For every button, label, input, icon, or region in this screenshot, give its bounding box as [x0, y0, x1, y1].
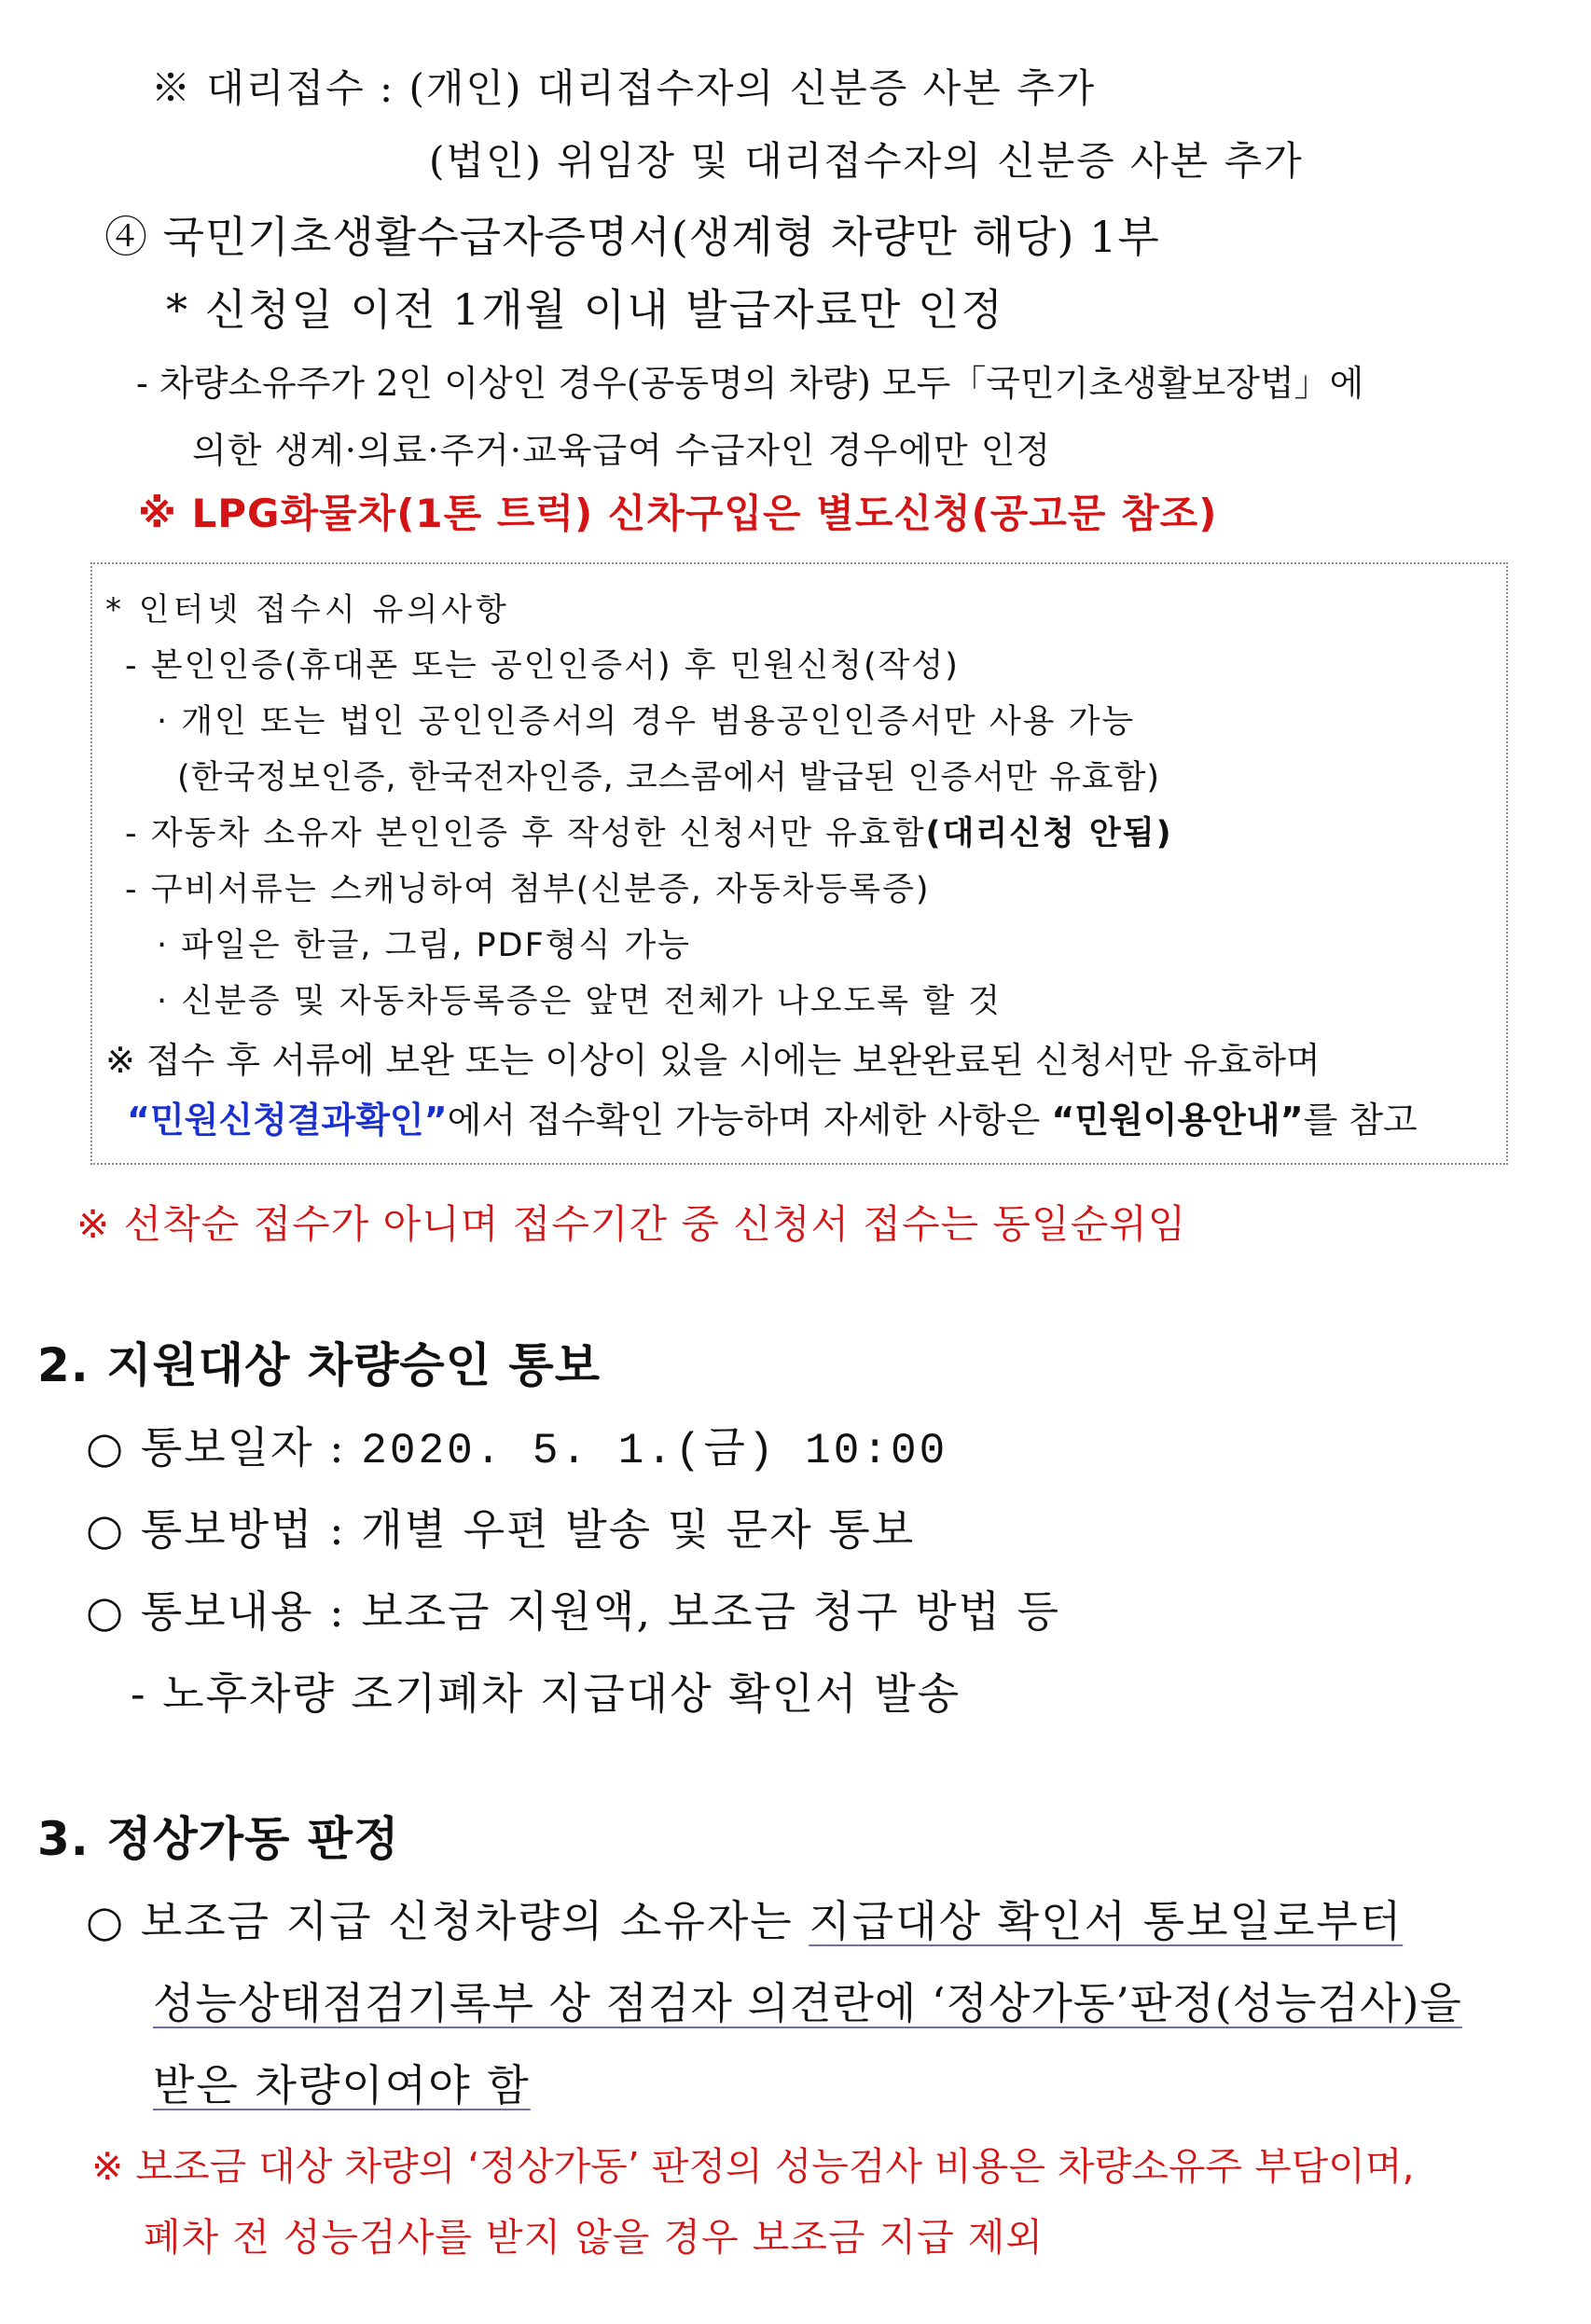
- internet-notice-title: * 인터넷 접수시 유의사항: [105, 591, 510, 629]
- internet-notice-line: · 파일은 한글, 그림, PDF형식 가능: [157, 927, 692, 964]
- section2-heading: 2. 지원대상 차량승인 통보: [37, 1338, 602, 1392]
- item4-note: * 신청일 이전 1개월 이내 발급자료만 인정: [166, 284, 1004, 335]
- internet-notice-text: - 자동차 소유자 본인인증 후 작성한 신청서만 유효함: [125, 815, 926, 852]
- internet-notice-line: · 개인 또는 법인 공인인증서의 경우 범용공인인증서만 사용 가능: [157, 703, 1136, 740]
- proxy-note-line1: ※ 대리접수 : (개인) 대리접수자의 신분증 사본 추가: [151, 65, 1097, 111]
- internet-notice-line: - 구비서류는 스캐닝하여 첨부(신분증, 자동차등록증): [125, 871, 931, 908]
- notify-content: ○ 통보내용 : 보조금 지원액, 보조금 청구 방법 등: [86, 1586, 1061, 1637]
- section3-para-line1: [86, 1888, 1403, 1949]
- internet-notice-line: · 신분증 및 자동차등록증은 앞면 전체가 나오도록 할 것: [157, 983, 1002, 1020]
- proxy-not-allowed: (대리신청 안됨): [925, 815, 1173, 852]
- usage-guide-link[interactable]: “민원이용안내”: [1051, 1100, 1304, 1141]
- notify-date: [86, 1414, 948, 1475]
- internet-notice-line: (한국정보인증, 한국전자인증, 코스콤에서 발급된 인증서만 유효함): [177, 759, 1161, 796]
- section3-para-line3: 받은 차량이여야 함: [153, 2060, 531, 2110]
- owner-condition-line2: 의한 생계·의료·주거·교육급여 수급자인 경우에만 인정: [192, 430, 1052, 471]
- lpg-notice: ※ LPG화물차(1톤 트럭) 신차구입은 별도신청(공고문 참조): [138, 491, 1218, 536]
- internet-notice-text: 를 참고: [1303, 1100, 1418, 1141]
- proxy-note-line2: (법인) 위임장 및 대리접수자의 신분증 사본 추가: [429, 138, 1304, 184]
- result-check-link[interactable]: “민원신청결과확인”: [127, 1100, 448, 1141]
- notify-sub: - 노후차량 조기폐차 지급대상 확인서 발송: [131, 1668, 962, 1719]
- internet-notice-line: - 본인인증(휴대폰 또는 공인인증서) 후 민원신청(작성): [125, 647, 960, 685]
- section3-underlined-text: 지급대상 확인서 통보일로부터: [809, 1896, 1404, 1946]
- section3-para-line2: 성능상태점검기록부 상 점검자 의견란에 ‘정상가동’판정(성능검사)을: [153, 1978, 1462, 2028]
- notify-date-label: ○ 통보일자 :: [86, 1422, 362, 1473]
- required-doc-item4: ④ 국민기초생활수급자증명서(생계형 차량만 해당) 1부: [104, 212, 1160, 262]
- first-come-notice: ※ 선착순 접수가 아니며 접수기간 중 신청서 접수는 동일순위임: [76, 1201, 1187, 1247]
- section3-note-line2: 폐차 전 성능검사를 받지 않을 경우 보조금 지급 제외: [144, 2215, 1044, 2260]
- section3-heading: 3. 정상가동 판정: [37, 1812, 400, 1866]
- owner-condition-line1: - 차량소유주가 2인 이상인 경우(공동명의 차량) 모두「국민기초생활보장법」에: [136, 363, 1364, 404]
- internet-notice-line: ※ 접수 후 서류에 보완 또는 이상이 있을 시에는 보완완료된 신청서만 유효하며: [105, 1040, 1321, 1081]
- internet-notice-line: [125, 808, 1173, 854]
- internet-notice-line: [127, 1091, 1418, 1142]
- internet-notice-text: 에서 접수확인 가능하며 자세한 사항은: [447, 1100, 1052, 1141]
- notify-method: ○ 통보방법 : 개별 우편 발송 및 문자 통보: [86, 1504, 916, 1555]
- notify-date-value: 2020. 5. 1.(금) 10:00: [361, 1427, 948, 1475]
- section3-note-line1: ※ 보조금 대상 차량의 ‘정상가동’ 판정의 성능검사 비용은 차량소유주 부담이며,: [91, 2144, 1415, 2189]
- section3-text: ○ 보조금 지급 신청차량의 소유자는: [86, 1896, 809, 1946]
